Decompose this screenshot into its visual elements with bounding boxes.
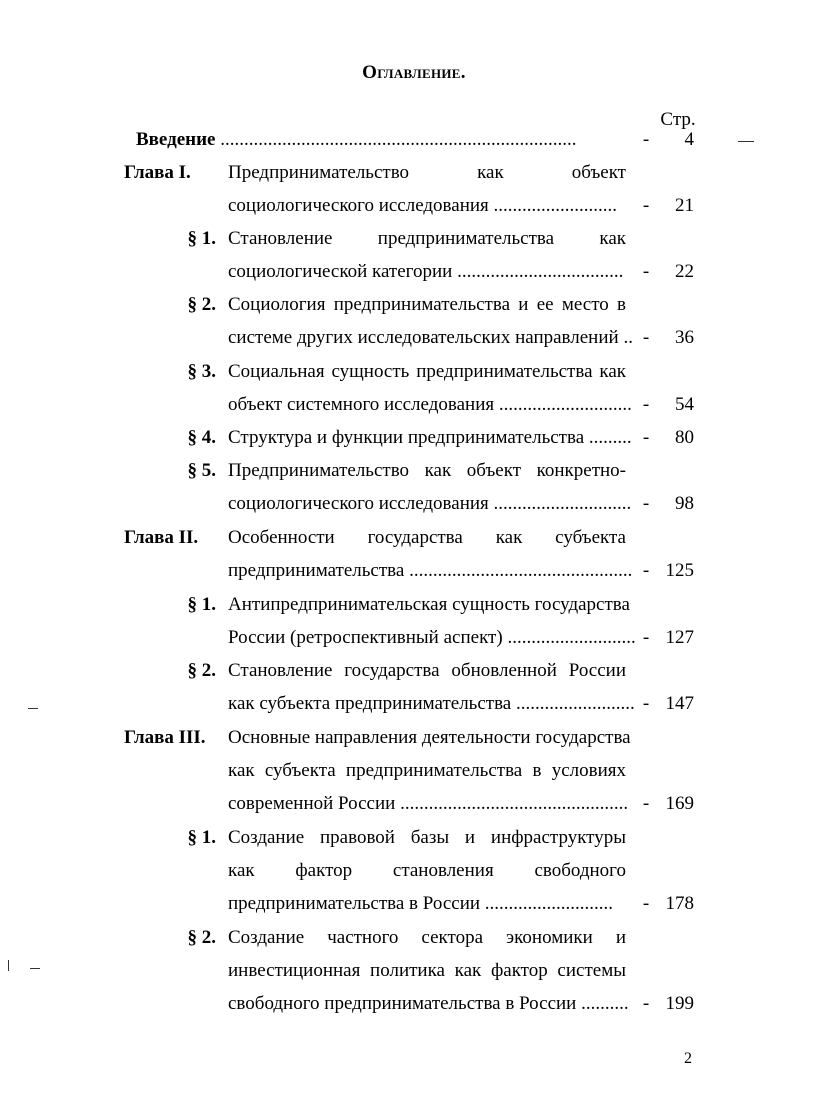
toc-entry-text [228,487,632,520]
toc-entry-line: социологического исследования [228,493,489,514]
toc-entry-line: свободного предпринимательства в России [228,993,577,1014]
toc-entry-label: § 1. [187,594,216,615]
toc-entry-text [228,554,633,587]
toc-chapter-3 [0,721,794,754]
toc-entry-text [228,255,626,288]
toc-section-1-2-cont [0,321,794,354]
toc-dash: - [642,129,650,150]
toc-dash: - [642,993,650,1014]
toc-section-1-2 [0,288,794,321]
scan-mark [28,708,38,709]
toc-entry-label: Глава II. [124,527,199,548]
toc-entry-text: Основные направления деятельности государства [228,727,631,748]
toc-leader-dots: ......................... [516,693,635,714]
toc-page-number: 22 [675,261,694,282]
toc-entry-text [228,388,632,421]
toc-entry-label: § 4. [187,427,216,448]
toc-entry-label: § 2. [187,927,216,948]
toc-entry-label: § 1. [187,827,216,848]
toc-page-number: 127 [665,627,694,648]
toc-leader-dots: ................................... [457,261,624,282]
toc-entry-line: предпринимательства [228,560,405,581]
toc-entry-line: как субъекта предпринимательства [228,693,512,714]
toc-entry-intro [0,123,794,156]
toc-entry-text [228,421,632,454]
toc-entry-text: Создание частного сектора экономики и [228,927,626,948]
toc-leader-dots: ............................. [493,493,632,514]
toc-dash: - [642,793,650,814]
toc-entry-text: как фактор становления свободного [228,860,626,881]
toc-entry-line: России (ретроспективный аспект) [228,627,503,648]
footer-page-number: 2 [684,1050,692,1067]
toc-dash: - [642,327,650,348]
toc-entry-text [228,621,636,654]
toc-chapter-1 [0,156,794,189]
toc-dash: - [642,195,650,216]
toc-entry-line: объект системного исследования [228,394,495,415]
toc-entry-label: Глава I. [124,162,191,183]
toc-entry-text: Предпринимательство как объект конкретно- [228,460,626,481]
toc-dash: - [642,261,650,282]
toc-page-number: 21 [675,195,694,216]
toc-entry-text: Антипредпринимательская сущность государства [228,594,630,615]
toc-entry-line: Структура и функции предпринимательства [228,427,585,448]
toc-section-1-5-cont [0,487,794,520]
toc-section-3-2 [0,921,794,954]
toc-section-1-1 [0,222,794,255]
toc-section-3-1-cont1 [0,854,794,887]
toc-page-number: 169 [665,793,694,814]
toc-dash: - [642,394,650,415]
toc-leader-dots: ........................... [507,627,636,648]
toc-entry-text: Социальная сущность предпринимательства как [228,361,626,382]
toc-entry-text: Создание правовой базы и инфраструктуры [228,827,626,848]
toc-leader-dots: ......... [588,427,632,448]
toc-title: Оглавление. [362,62,466,83]
toc-section-1-1-cont [0,255,794,288]
toc-entry-text: инвестиционная политика как фактор системы [228,960,626,981]
toc-entry-text: Особенности государства как субъекта [228,527,626,548]
toc-page-number: 54 [675,394,694,415]
toc-entry-text: Предпринимательство как объект [228,162,626,183]
toc-entry-line: системе других исследовательских направлений [228,327,619,348]
toc-leader-dots: .......................... [493,195,618,216]
scan-mark [8,960,9,971]
toc-page-number: 147 [665,693,694,714]
toc-entry-label: § 5. [187,460,216,481]
toc-chapter-3-cont1 [0,754,794,787]
toc-entry-label: § 3. [187,361,216,382]
toc-page-number: 178 [665,893,694,914]
toc-leader-dots: ............................................... [409,560,633,581]
scan-mark [30,968,40,969]
toc-section-1-3 [0,355,794,388]
toc-leader-dots: ................................................ [400,793,629,814]
toc-leader-dots: .. [623,327,633,348]
toc-entry-label: § 2. [187,660,216,681]
toc-leader-dots: ........................................................................... [220,129,577,150]
toc-section-3-1-cont2 [0,887,794,920]
toc-page-number: 4 [684,129,694,150]
page-column-header: Стр. [660,109,696,130]
toc-entry-label: Глава III. [124,727,206,748]
toc-entry-line: социологической категории [228,261,453,282]
toc-section-2-2 [0,654,794,687]
toc-section-1-5 [0,454,794,487]
toc-dash: - [642,893,650,914]
toc-entry-line: социологического исследования [228,195,489,216]
toc-page-number: 80 [675,427,694,448]
toc-section-3-1 [0,821,794,854]
toc-entry-text: как субъекта предпринимательства в условиях [228,760,626,781]
toc-dash: - [642,627,650,648]
toc-chapter-3-cont2 [0,787,794,820]
toc-page-number: 199 [665,993,694,1014]
toc-entry-text [228,787,629,820]
toc-entry-text [228,321,633,354]
toc-page-number: 98 [675,493,694,514]
toc-section-2-2-cont [0,687,794,720]
toc-entry-text [228,887,626,920]
toc-dash: - [642,493,650,514]
toc-page-number: 125 [665,560,694,581]
toc-entry-text [228,687,635,720]
toc-page-number: 36 [675,327,694,348]
toc-leader-dots: ........................... [484,893,614,914]
toc-entry-text [228,189,626,222]
toc-leader-dots: .......... [581,993,629,1014]
toc-section-3-2-cont1 [0,954,794,987]
toc-chapter-2-cont [0,554,794,587]
toc-section-1-4 [0,421,794,454]
toc-entry-text [228,987,629,1020]
toc-section-1-3-cont [0,388,794,421]
toc-entry-line: современной России [228,793,396,814]
toc-dash: - [642,693,650,714]
toc-chapter-1-cont [0,189,794,222]
scan-mark [738,141,754,142]
toc-leader-dots: ............................ [498,394,632,415]
toc-entry-label: Введение [136,129,216,150]
toc-chapter-2 [0,521,794,554]
toc-dash: - [642,560,650,581]
toc-entry-line: предпринимательства в России [228,893,481,914]
toc-section-3-2-cont2 [0,987,794,1020]
toc-section-2-1 [0,588,794,621]
toc-entry-text [136,123,626,156]
toc-entry-text: Становление предпринимательства как [228,228,626,249]
toc-section-2-1-cont [0,621,794,654]
toc-entry-text: Социология предпринимательства и ее место в [228,294,626,315]
toc-entry-label: § 2. [187,294,216,315]
toc-entry-text: Становление государства обновленной России [228,660,626,681]
toc-entry-label: § 1. [187,228,216,249]
toc-dash: - [642,427,650,448]
